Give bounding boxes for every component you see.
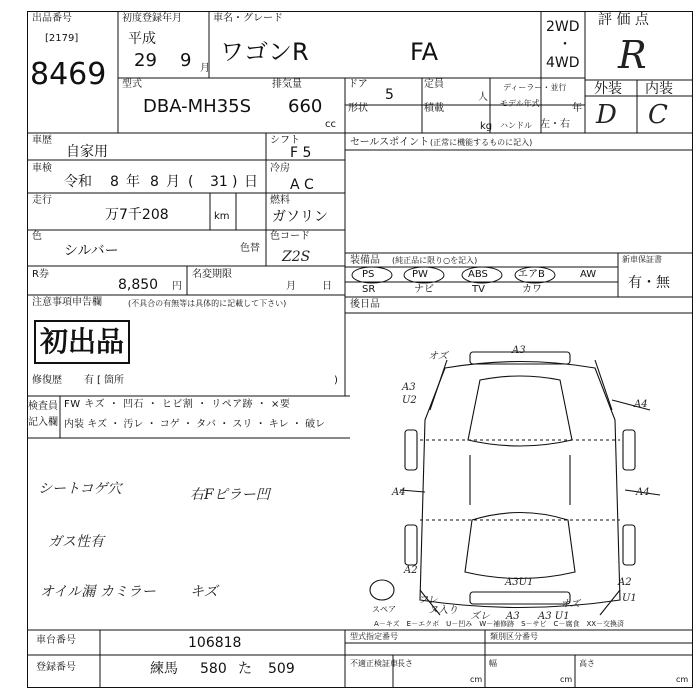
rating-label: 評 価 点 [598, 12, 649, 28]
equip-sr: SR [362, 284, 376, 295]
mark-a3u1: A3U1 [505, 577, 534, 588]
aftermarket-label: 後日品 [350, 299, 380, 310]
drive-separator: ・ [558, 37, 572, 53]
notes-subtitle: (不具合の有無等は具体的に記載して下さい) [128, 299, 287, 308]
repair-close: ) [334, 375, 338, 386]
drive-2wd: 2WD [546, 19, 580, 35]
fuel-label: 燃料 [270, 195, 290, 206]
title-deadline-label: 名変期限 [192, 269, 232, 280]
stamp-text: 初出品 [39, 325, 124, 358]
inspect-scuff: スリ [232, 419, 253, 430]
shift-label: シフト [270, 135, 300, 146]
yen-unit: 円 [172, 281, 182, 292]
listing-sub-number: [2179] [45, 33, 79, 44]
color-code-label: 色コード [270, 231, 310, 242]
month-unit: 月 [200, 63, 210, 74]
length-label: 長さ [397, 659, 413, 668]
displacement-value: 660 [288, 96, 323, 117]
mark-a4-right: A4 [634, 399, 648, 410]
equip-abs: ABS [468, 269, 488, 280]
equipment-label: 装備品 [350, 255, 380, 266]
mark-a3-bottom: A3 [506, 611, 520, 622]
sales-point-subtitle: (正常に機能するものに記入) [430, 138, 533, 147]
inspect-cut: キレ [268, 419, 289, 430]
plate-kana: た [238, 661, 252, 677]
listing-number: 8469 [30, 57, 107, 92]
car-name-label: 車名・グレード [213, 13, 283, 24]
car-name: ワゴンR [220, 38, 309, 66]
mark-zure: ズレ [470, 611, 490, 622]
repair-value: 有 [84, 375, 94, 386]
displacement-label: 排気量 [272, 79, 302, 90]
mark-a4-right-side: A4 [636, 487, 650, 498]
equip-pw: PW [412, 269, 428, 280]
inspect-tear: 破レ [305, 419, 326, 430]
ac-label: 冷房 [270, 163, 290, 174]
sep: ・ [108, 399, 120, 410]
inspection-day-char: 日 [244, 174, 258, 190]
handwritten-note-3: ガス性有 [48, 534, 104, 550]
mark-oz-top: オズ [428, 351, 448, 362]
sep: ・ [182, 419, 193, 430]
plate-number: 509 [268, 661, 295, 677]
sep: ・ [110, 419, 121, 430]
handwritten-note-5: キズ [190, 584, 218, 600]
color-label: 色 [32, 231, 42, 242]
inspect-crack: ヒビ割 [161, 399, 194, 410]
exterior-label: 外装 [594, 81, 622, 97]
mark-a2-right: A2 [618, 577, 632, 588]
car-grade: FA [410, 38, 439, 66]
history-label: 車歴 [32, 135, 52, 146]
mark-a3-top: A3 [512, 345, 526, 356]
color-value: シルバー [64, 243, 119, 259]
recycle-value: 8,850 [118, 277, 159, 293]
inspect-scratch: キズ [84, 399, 106, 410]
mark-u1-right: U1 [622, 593, 637, 604]
inspect-chip: 凹石 [123, 399, 145, 410]
inspection-paren-close: ) [232, 174, 238, 190]
dealer-label: ディーラー・並行 [503, 83, 567, 92]
inspection-era: 令和 [64, 174, 92, 190]
mark-nu-iri: ヌ入り [428, 605, 458, 616]
door-label: ドア [348, 79, 368, 90]
sep: ・ [255, 419, 266, 430]
damage-legend: A－キズ E－エクボ U－凹み W－補修跡 S－サビ C－腐食 XX－交換済 [374, 620, 625, 628]
plate-region: 練馬 [150, 661, 178, 677]
repair-label: 修復歴 [32, 375, 62, 386]
height-unit: cm [676, 675, 689, 684]
mark-a3-left: A3 [402, 382, 416, 393]
mark-a3u1-bottom: A3 U1 [538, 611, 570, 622]
mark-u2-left: U2 [402, 395, 417, 406]
inspect-int-scratch: キズ [87, 419, 107, 430]
inspect-row-exterior [64, 400, 290, 410]
modifier-label: 型式指定番号 [350, 632, 398, 641]
chassis-number: 106818 [188, 635, 242, 651]
person-unit: 人 [478, 92, 488, 103]
equip-aw: AW [580, 269, 597, 280]
inspection-paren-open: ( [188, 174, 194, 190]
notes-label: 注意事項申告欄 [32, 297, 102, 308]
interior-grade: C [648, 100, 668, 130]
handle-label: ハンドル [500, 121, 532, 130]
model-label: 型式 [122, 79, 142, 90]
cc-unit: cc [325, 119, 336, 130]
shape-label: 形状 [348, 103, 368, 114]
capacity-label: 定員 [424, 79, 444, 90]
width-unit: cm [560, 675, 573, 684]
sep: ・ [197, 399, 208, 410]
inspect-fw: FW [64, 399, 81, 410]
equip-airbag: エアB [518, 269, 545, 280]
first-listing-stamp [34, 320, 130, 364]
exterior-grade: D [596, 100, 617, 130]
inspection-month: 8 [150, 174, 159, 190]
inspection-label: 車検 [32, 163, 52, 174]
handwritten-note-1: シートコゲ穴 [38, 481, 122, 497]
overall-rating: R [618, 33, 647, 77]
sep: ・ [147, 399, 159, 410]
deadline-month-char: 月 [286, 281, 296, 292]
kg-unit: kg [480, 121, 493, 132]
ac-value: A C [290, 177, 314, 193]
inspector-label: 検査員 [28, 401, 58, 412]
recycle-label: R券 [32, 269, 49, 280]
registration-era: 平成 [128, 31, 156, 47]
mileage-value: 万7千208 [105, 207, 169, 223]
permit-label: 不適正検証車 [350, 659, 398, 668]
sep: ・ [146, 419, 157, 430]
registration-month: 9 [180, 50, 192, 71]
mark-fure: フレ [418, 595, 438, 606]
handle-value: 左・右 [540, 119, 570, 130]
inspector-label-2: 記入欄 [28, 417, 58, 428]
inspection-year-char: 年 [126, 174, 140, 190]
listing-number-label: 出品番号 [32, 13, 72, 24]
deadline-day-char: 日 [322, 281, 332, 292]
equip-leather: カワ [522, 284, 542, 295]
first-registration-label: 初度登録年月 [122, 13, 182, 24]
spare-label: スペア [372, 605, 396, 614]
warranty-value: 有・無 [628, 275, 670, 291]
plate-class: 580 [200, 661, 227, 677]
door-count: 5 [385, 87, 394, 103]
inspection-month-char: 月 [166, 174, 180, 190]
sales-point-label: セールスポイント [350, 137, 430, 148]
inspect-dirt: 汚レ [123, 419, 144, 430]
equip-ps: PS [362, 269, 375, 280]
year-unit: 年 [572, 103, 582, 114]
mileage-label: 走行 [32, 195, 52, 206]
mark-oz-bottom: オズ [560, 599, 580, 610]
plate-label: 登録番号 [36, 662, 76, 673]
km-unit: km [214, 211, 230, 222]
inspect-repair-mark: リペア跡 [211, 399, 254, 410]
registration-year: 29 [134, 50, 157, 71]
mark-a4-left: A4 [392, 487, 406, 498]
repair-bracket: [ [97, 375, 101, 386]
shift-value: F 5 [290, 145, 312, 161]
fuel-value: ガソリン [272, 209, 328, 225]
interior-label: 内装 [645, 81, 673, 97]
repair-place: 箇所 [104, 375, 124, 386]
height-label: 高さ [579, 659, 595, 668]
drive-4wd: 4WD [546, 55, 580, 71]
warranty-label: 新車保証書 [622, 255, 662, 264]
inspection-year: 8 [110, 174, 119, 190]
inspect-row-interior [64, 420, 325, 430]
inspect-needs: ×要 [270, 399, 291, 410]
inspect-tobacco: タバ [196, 419, 217, 430]
category-label: 類別区分番号 [490, 632, 538, 641]
length-unit: cm [470, 675, 483, 684]
chassis-label: 車台番号 [36, 635, 76, 646]
model-year-label: モデル年式 [500, 99, 540, 108]
inspection-day: 31 [210, 174, 228, 190]
inspect-interior: 内装 [64, 419, 84, 430]
load-label: 積載 [424, 103, 444, 114]
handwritten-note-4: オイル漏 カミラー [40, 584, 156, 600]
inspect-burn: コゲ [159, 419, 180, 430]
sep: ・ [256, 399, 268, 410]
color-code-value: Z2S [282, 249, 311, 265]
width-label: 幅 [489, 659, 497, 668]
mark-a2-left: A2 [404, 565, 418, 576]
sep: ・ [219, 419, 230, 430]
equip-tv: TV [472, 284, 485, 295]
model-code: DBA-MH35S [143, 96, 252, 117]
equip-navi: ナビ [414, 284, 434, 295]
sep: ・ [291, 419, 302, 430]
history-value: 自家用 [66, 144, 108, 160]
handwritten-note-2: 右Fピラー凹 [190, 487, 270, 503]
color-change-label: 色替 [240, 243, 260, 254]
equipment-subtitle: (純正品に限り○を記入) [392, 256, 478, 265]
